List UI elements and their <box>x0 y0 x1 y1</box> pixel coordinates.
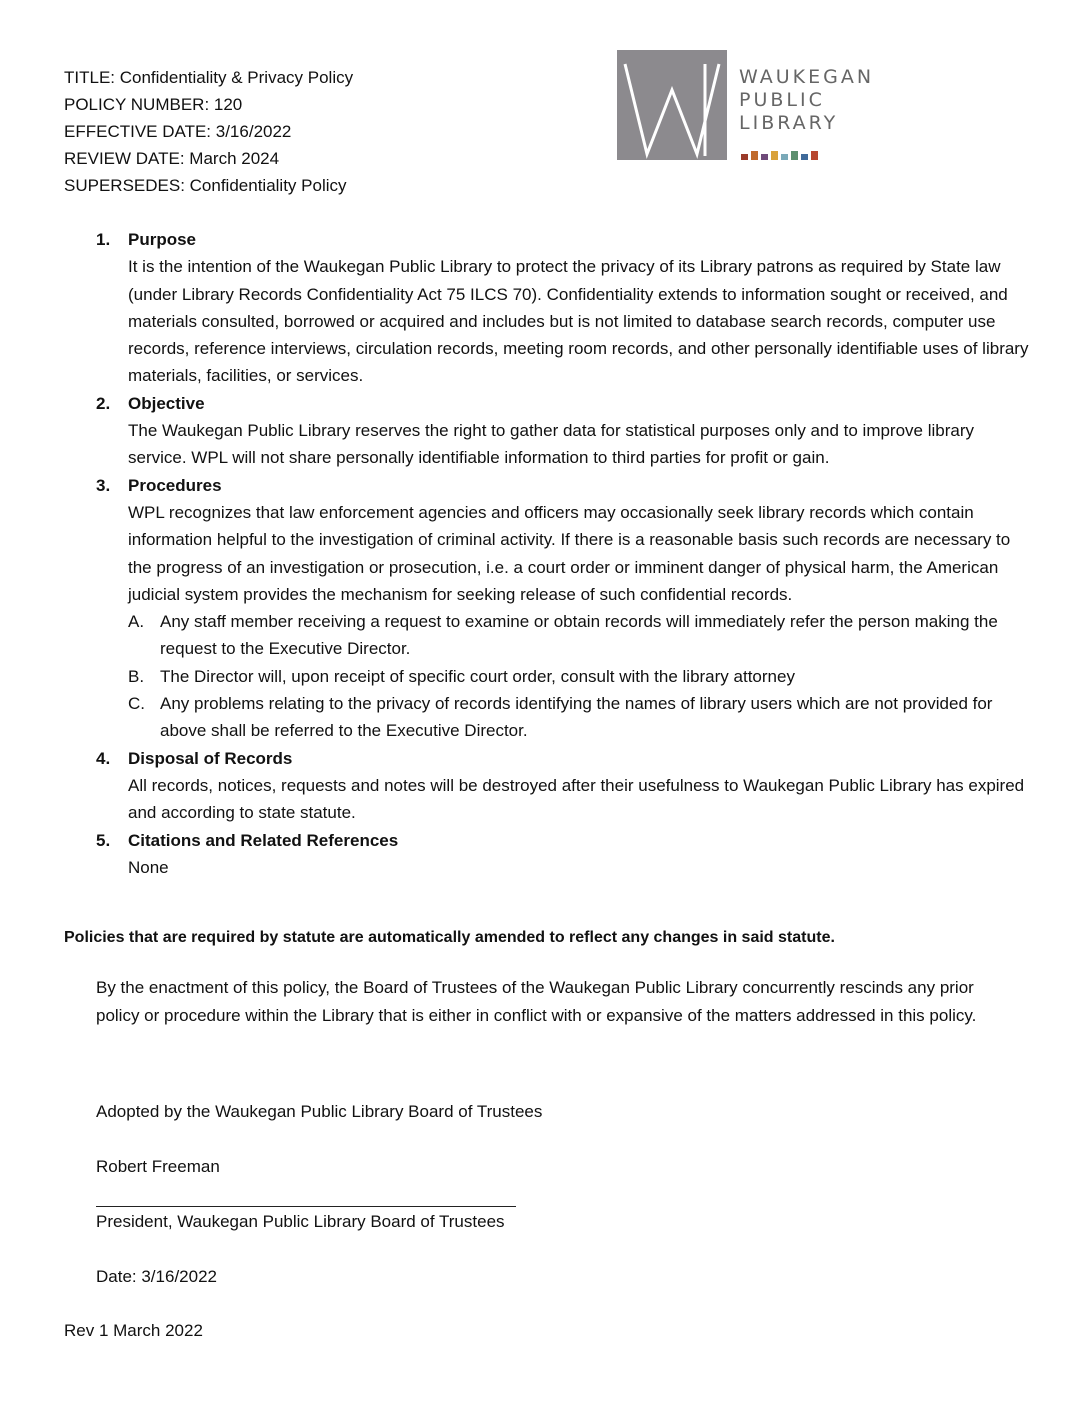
logo-dot <box>761 154 768 160</box>
section-objective <box>96 390 1036 472</box>
section-heading: Citations and Related References <box>128 830 399 850</box>
section-citations <box>96 827 1036 882</box>
signer-name: Robert Freeman <box>96 1157 220 1176</box>
logo-dot <box>741 154 748 160</box>
procedure-items <box>128 608 1036 744</box>
section-number: 3. <box>96 475 111 495</box>
item-text: Any staff member receiving a request to examine or obtain records will immediately refer the person making the request to the Executive Director. <box>160 612 998 659</box>
supersedes: SUPERSEDES: Confidentiality Policy <box>64 176 347 195</box>
section-body: All records, notices, requests and notes will be destroyed after their usefulness to Waukegan Public Library has expired and according to state statute. <box>128 775 1025 823</box>
section-number: 2. <box>96 393 111 413</box>
list-item <box>128 690 1036 745</box>
section-disposal <box>96 745 1036 827</box>
item-letter: C. <box>128 694 145 714</box>
review-date: REVIEW DATE: March 2024 <box>64 149 280 168</box>
section-heading: Purpose <box>128 230 197 249</box>
list-item <box>128 663 1036 690</box>
section-number: 4. <box>96 748 111 768</box>
logo-dot <box>801 154 808 160</box>
item-text: The Director will, upon receipt of specific court order, consult with the library attorney <box>160 666 795 686</box>
section-procedures <box>96 472 1036 745</box>
section-heading: Objective <box>128 393 205 413</box>
w-letter-icon <box>617 50 727 160</box>
logo-line-waukegan: WAUKEGAN <box>739 66 875 88</box>
effective-date: EFFECTIVE DATE: 3/16/2022 <box>64 122 292 141</box>
item-text: Any problems relating to the privacy of records identifying the names of library users which are not provided for above shall be referred to the Executive Director. <box>160 694 993 741</box>
policy-number: POLICY NUMBER: 120 <box>64 95 243 114</box>
logo-color-dots <box>741 140 821 150</box>
enactment-paragraph: By the enactment of this policy, the Board of Trustees of the Waukegan Public Library concurrently rescinds any prior policy or procedure within the Library that is either in conflict with or expansive of the matters addressed in this policy. <box>96 978 977 1025</box>
logo-line-library: LIBRARY <box>739 112 839 134</box>
statute-note: Policies that are required by statute are automatically amended to reflect any changes in said statute. <box>64 929 835 946</box>
logo-dot <box>791 151 798 160</box>
section-body: The Waukegan Public Library reserves the right to gather data for statistical purposes only and to improve library service. WPL will not share personally identifiable information to third parties for profit or gain. <box>128 421 975 468</box>
logo-dot <box>781 154 788 160</box>
signature-line <box>96 1206 516 1207</box>
section-purpose <box>96 226 1036 390</box>
revision-note: Rev 1 March 2022 <box>64 1321 203 1340</box>
item-letter: A. <box>128 612 145 632</box>
section-body: None <box>128 857 169 877</box>
list-item <box>128 608 1036 663</box>
section-number: 1. <box>96 230 111 249</box>
signer-title: President, Waukegan Public Library Board of Trustees <box>96 1212 505 1231</box>
adopted-by: Adopted by the Waukegan Public Library Board of Trustees <box>96 1102 543 1121</box>
logo-wordmark <box>739 66 874 135</box>
section-heading: Procedures <box>128 475 222 495</box>
section-number: 5. <box>96 830 111 850</box>
section-body: WPL recognizes that law enforcement agencies and officers may occasionally seek library records which contain information helpful to the investigation of criminal activity. If there is a reasonable basis such records are necessary to the progress of an investigation or prosecution, i.e. a court order or imminent danger of physical harm, the American judicial system provides the mechanism for seeking release of such confidential records. <box>128 502 1011 604</box>
logo-dot <box>751 151 758 160</box>
signature-date: Date: 3/16/2022 <box>96 1267 217 1286</box>
section-heading: Disposal of Records <box>128 748 293 768</box>
policy-sections <box>96 226 1036 881</box>
section-body: It is the intention of the Waukegan Public Library to protect the privacy of its Library patrons as required by State law (under Library Records Confidentiality Act 75 ILCS 70). Confidentiality extends to information sought or received, and materials consulted, borrowed or acquired and includes but is not limited to database search records, computer use records, reference interviews, circulation records, meeting room records, and other personally identifiable uses of library materials, facilities, or services. <box>128 257 1029 386</box>
library-logo <box>617 50 897 160</box>
logo-w-mark <box>617 50 727 160</box>
logo-line-public: PUBLIC <box>739 89 825 111</box>
item-letter: B. <box>128 666 145 686</box>
policy-title: TITLE: Confidentiality & Privacy Policy <box>64 68 354 87</box>
policy-metadata <box>64 64 353 199</box>
logo-dot <box>811 151 818 160</box>
logo-dot <box>771 151 778 160</box>
